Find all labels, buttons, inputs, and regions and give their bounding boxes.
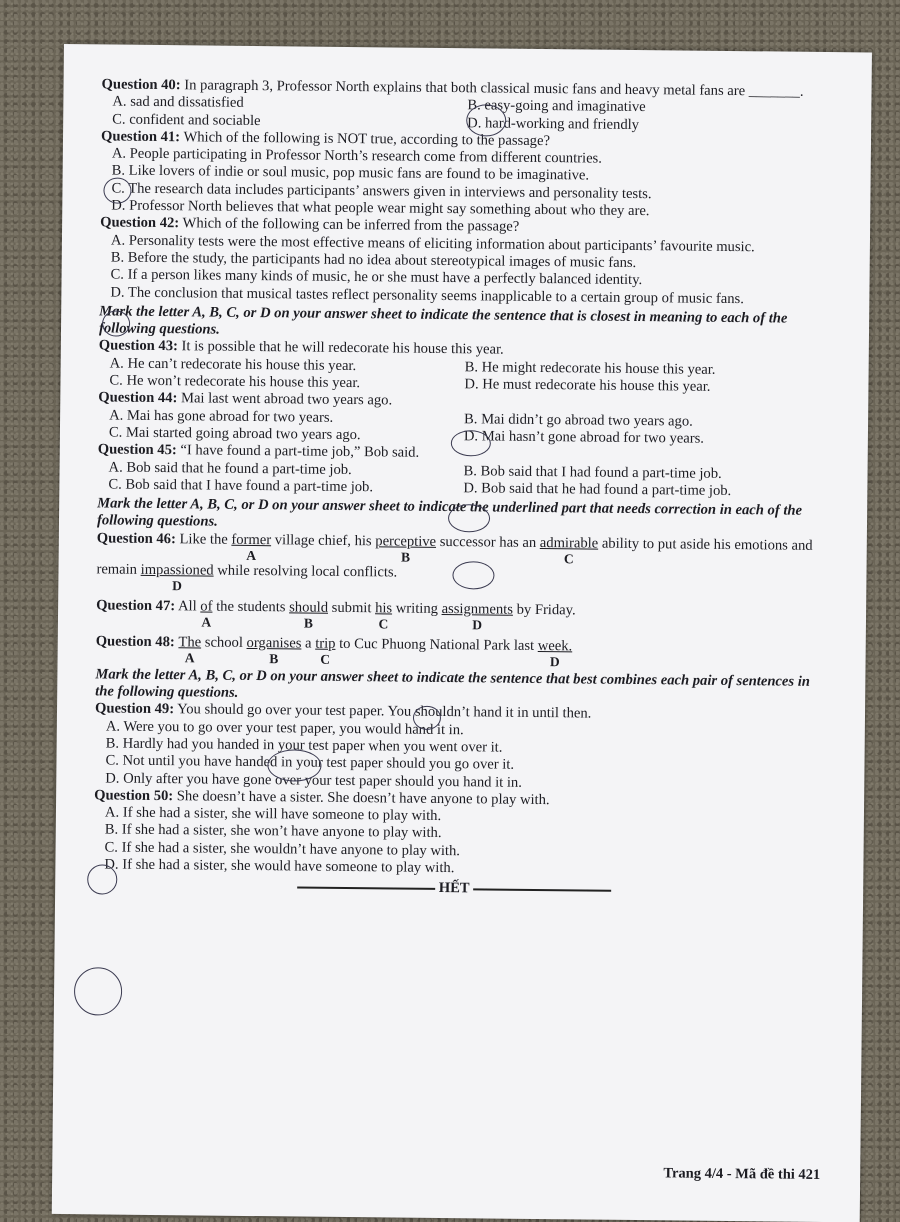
option-b: B. Like lovers of indie or soul music, pop music fans are found to be imaginative. <box>111 162 590 184</box>
option-b: B. Before the study, the participants had no idea about stereotypical images of music fans. <box>110 249 637 271</box>
underlined-word: assignments <box>441 600 514 618</box>
question-number: Question 42: <box>100 214 180 232</box>
option-d: D. Bob said that he had found a part-time job. <box>463 480 732 499</box>
question-48 <box>96 633 818 672</box>
underlined-part-a <box>200 598 212 629</box>
sentence-text: a <box>305 635 312 652</box>
underlined-part-c <box>540 535 599 567</box>
sentence-text: All <box>177 597 197 615</box>
option-b: B. If she had a sister, she won’t have anyone to play with. <box>104 821 442 842</box>
underlined-part-a <box>178 634 201 665</box>
option-a: A. Mai has gone abroad for two years. <box>109 407 334 426</box>
question-number: Question 44: <box>98 389 178 407</box>
part-letter: B <box>400 549 411 565</box>
option-d: D. Only after you have gone over your test paper should you hand it in. <box>105 769 523 791</box>
option-b: B. Bob said that I had found a part-time job. <box>463 462 722 482</box>
part-letter: D <box>172 577 182 593</box>
option-c: C. He won’t redecorate his house this year. <box>109 372 361 392</box>
option-c: C. Bob said that I have found a part-time job. <box>108 476 374 496</box>
question-number: Question 49: <box>94 700 175 718</box>
question-number: Question 41: <box>100 128 181 146</box>
underlined-word: should <box>289 599 329 616</box>
question-stem: She doesn’t have a sister. She doesn’t have anyone to play with. <box>176 788 550 808</box>
option-d: D. Mai hasn’t gone abroad for two years. <box>463 428 705 447</box>
part-letter: D <box>472 617 483 633</box>
section-instruction: Mark the letter A, B, C, or D on your answer sheet to indicate the sentence that is closest in meaning to each of the following questions. <box>98 303 788 338</box>
part-letter: C <box>563 550 574 567</box>
section-instruction: Mark the letter A, B, C, or D on your answer sheet to indicate the underlined part that needs correction in each of the following questions. <box>96 495 803 531</box>
part-letter: B <box>303 615 314 631</box>
option-a: A. Bob said that he found a part-time job. <box>108 459 352 478</box>
sentence-text: Like the <box>179 530 228 548</box>
underlined-word: organises <box>246 634 302 652</box>
underlined-word: perceptive <box>375 533 437 550</box>
section-instruction: Mark the letter A, B, C, or D on your answer sheet to indicate the sentence that best combines each pair of sentences in the following questions. <box>95 666 811 701</box>
part-letter: A <box>201 614 212 630</box>
part-letter: A <box>184 650 195 666</box>
sentence-text: submit <box>331 599 372 616</box>
option-a: A. Personality tests were the most effective means of eliciting information about participants’ favourite music. <box>110 232 755 255</box>
underlined-part-c <box>375 600 392 631</box>
divider <box>474 888 612 891</box>
underlined-word: admirable <box>539 534 599 552</box>
part-letter: D <box>549 653 560 669</box>
underlined-word: of <box>200 598 213 615</box>
underlined-part-d <box>441 601 513 633</box>
option-c: C. Mai started going abroad two years ago. <box>108 424 361 444</box>
part-letter: A <box>246 547 257 563</box>
option-c: C. The research data includes participants’ answers given in interviews and personality tests. <box>111 180 652 202</box>
underlined-word: The <box>178 633 202 651</box>
divider <box>297 886 435 889</box>
part-letter: C <box>320 651 331 667</box>
option-d: D. hard-working and friendly <box>467 114 640 133</box>
underlined-part-a <box>231 531 271 562</box>
question-stem: “I have found a part-time job,” Bob said. <box>180 442 420 461</box>
question-46 <box>96 530 819 600</box>
part-letter: C <box>378 616 389 632</box>
underlined-part-d <box>140 562 213 594</box>
exam-page <box>52 44 872 1222</box>
underlined-part-d <box>538 638 573 669</box>
exam-content <box>93 76 824 901</box>
option-c: C. Not until you have handed in your test paper should you go over it. <box>105 752 515 773</box>
question-number: Question 46: <box>96 530 176 547</box>
sentence-text: the students <box>216 598 286 616</box>
question-number: Question 50: <box>94 787 174 804</box>
underlined-part-b <box>289 599 328 630</box>
option-b: B. Mai didn’t go abroad two years ago. <box>464 410 693 430</box>
question-number: Question 40: <box>101 76 181 94</box>
answer-circle <box>74 967 123 1016</box>
underlined-part-b <box>375 533 436 565</box>
question-number: Question 48: <box>95 633 175 650</box>
page-footer: Trang 4/4 - Mã đề thi 421 <box>663 1165 821 1183</box>
option-b: B. He might redecorate his house this year. <box>464 358 716 378</box>
question-number: Question 43: <box>98 337 178 355</box>
underlined-word: week. <box>537 637 573 655</box>
underlined-word: former <box>231 531 272 548</box>
option-a: A. Were you to go over your test paper, you would hand it in. <box>105 718 464 738</box>
question-number: Question 47: <box>96 597 176 614</box>
option-d: D. The conclusion that musical tastes reflect personality seems inapplicable to a certain group of music fans. <box>110 284 745 307</box>
question-stem: Mai last went abroad two years ago. <box>180 390 393 409</box>
question-number: Question 45: <box>97 441 177 459</box>
option-c: C. If a person likes many kinds of music, he or she must have a perfectly balanced identity. <box>110 266 643 289</box>
sentence-text: ability to put aside his emotions and remain <box>96 535 813 578</box>
option-a: A. sad and dissatisfied <box>112 93 244 112</box>
option-c: C. If she had a sister, she wouldn’t have anyone to play with. <box>104 839 461 859</box>
sentence-text: successor has an <box>439 533 537 551</box>
option-a: A. If she had a sister, she will have someone to play with. <box>104 804 442 825</box>
sentence-text: while resolving local conflicts. <box>217 562 398 581</box>
end-marker <box>93 877 815 902</box>
question-stem: Which of the following can be inferred from the passage? <box>182 215 520 236</box>
question-stem: It is possible that he will redecorate his house this year. <box>181 338 504 359</box>
option-d: D. Professor North believes that what people wear might say something about who they are. <box>111 197 650 220</box>
option-a: A. He can’t redecorate his house this year. <box>109 355 357 374</box>
option-b: B. Hardly had you handed in your test paper when you went over it. <box>105 735 503 756</box>
option-a: A. People participating in Professor North’s research come from different countries. <box>111 145 603 167</box>
end-label: HẾT <box>438 880 470 897</box>
question-stem: In paragraph 3, Professor North explains that both classical music fans and heavy metal fans are _______. <box>184 77 804 100</box>
question-stem: You should go over your test paper. You shouldn’t hand it in until then. <box>177 701 592 722</box>
underlined-word: trip <box>315 635 336 652</box>
part-letter: B <box>269 650 279 666</box>
option-d: D. He must redecorate his house this year. <box>464 376 711 395</box>
underlined-part-c <box>315 635 336 666</box>
sentence-text: to Cuc Phuong National Park last <box>339 635 535 654</box>
option-c: C. confident and sociable <box>112 111 261 129</box>
sentence-text: school <box>204 634 244 651</box>
option-d: D. If she had a sister, she would have someone to play with. <box>104 856 455 877</box>
option-b: B. easy-going and imaginative <box>467 97 646 116</box>
sentence-text: by Friday. <box>516 601 576 619</box>
question-stem: Which of the following is NOT true, according to the passage? <box>183 129 551 149</box>
underlined-part-b <box>246 635 301 667</box>
sentence-text: village chief, his <box>274 531 372 549</box>
underlined-word: impassioned <box>140 561 214 579</box>
sentence-text: writing <box>395 600 439 617</box>
underlined-word: his <box>375 600 393 617</box>
